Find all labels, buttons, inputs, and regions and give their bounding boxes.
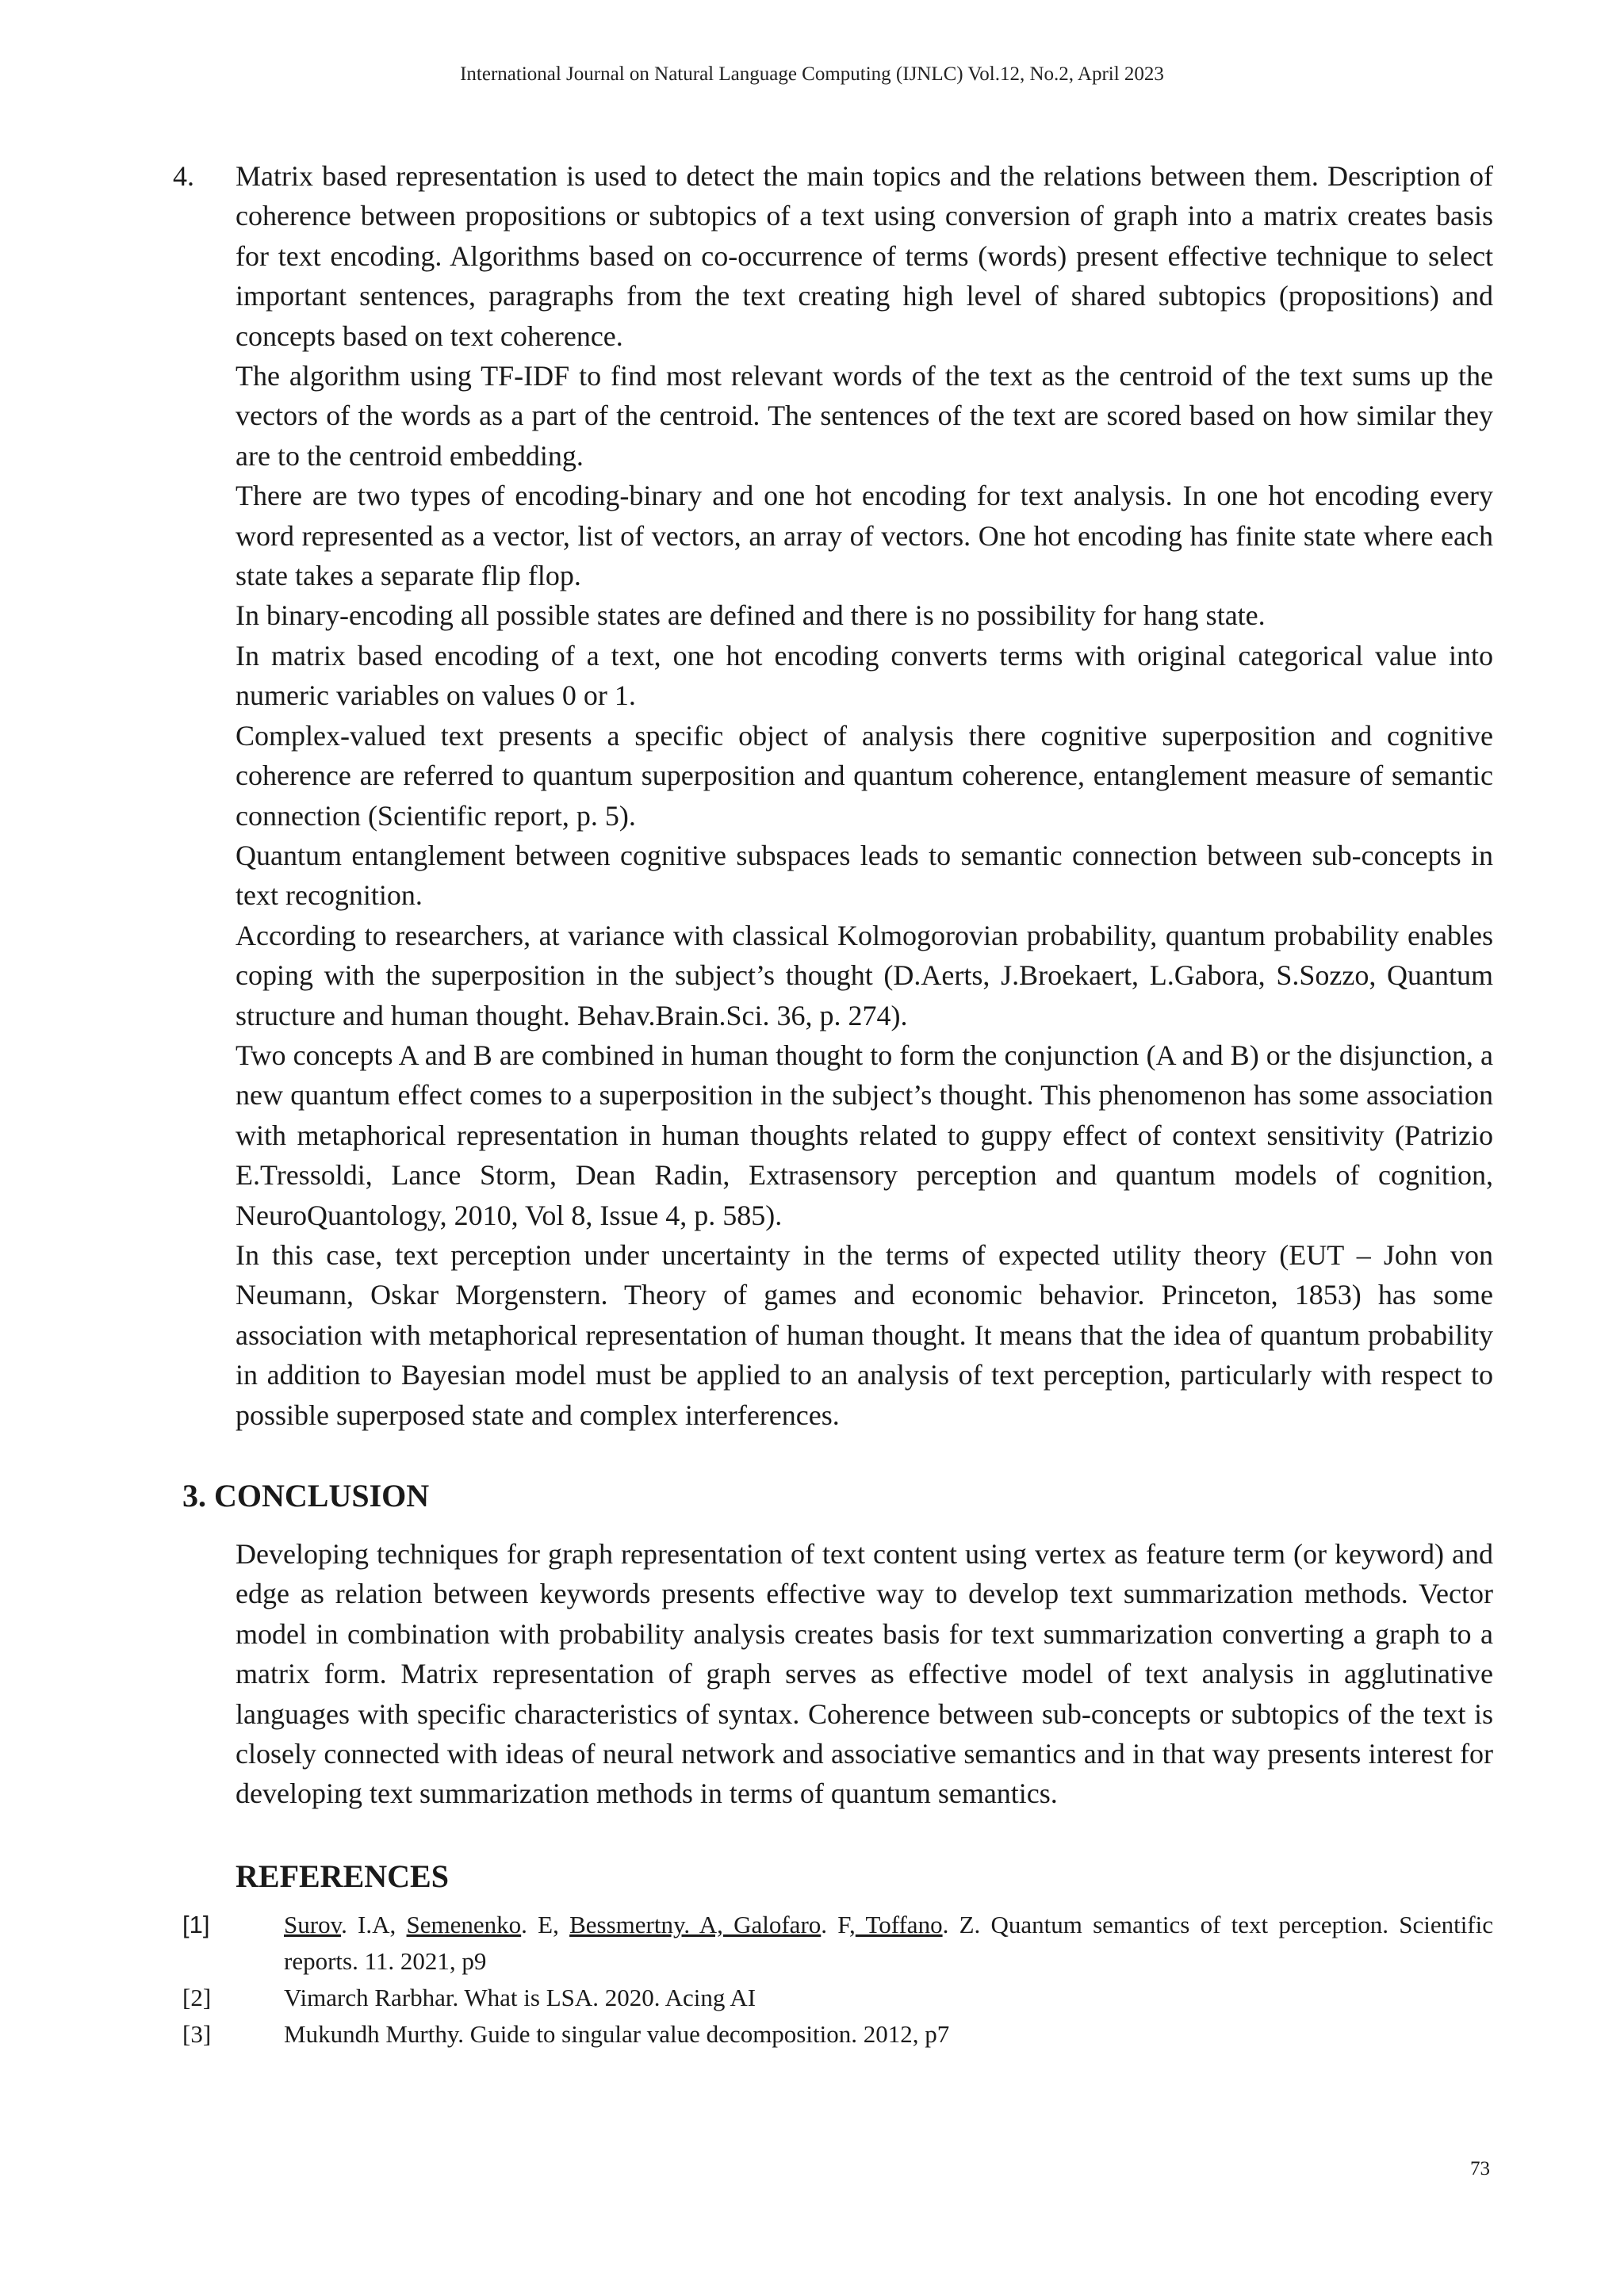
body-paragraph: Two concepts A and B are combined in human thought to form the conjunction (A and B) or the disjunction, a new quantum effect comes to a superposition in the subject’s thought. This phenomenon has some association with metaphorical representation in human thoughts related to guppy effect of context sensitivity (Patrizio E.Tressoldi, Lance Storm, Dean Radin, Extrasensory perception and quantum models of cognition, NeuroQuantology, 2010, Vol 8, Issue 4, p. 585). <box>236 1039 1493 1231</box>
section-heading-rest: ONCLUSION <box>236 1478 430 1513</box>
reference-fragment: . Z. Quantum semantics of text perception. Scientific reports. 11. 2021, p9 <box>284 1911 1493 1975</box>
list-item-number: 4. <box>173 160 194 192</box>
body-paragraph: According to researchers, at variance with classical Kolmogorovian probability, quantum probability enables coping with the superposition in the subject’s thought (D.Aerts, J.Broekaert, L.Gabora, S.Sozzo, Quantum structure and human thought. Behav.Brain.Sci. 36, p. 274). <box>236 919 1493 1031</box>
reference-number: [1] <box>182 1911 210 1938</box>
reference-text: Mukundh Murthy. Guide to singular value decomposition. 2012, p7 <box>284 2020 950 2048</box>
body-paragraph: Matrix based representation is used to detect the main topics and the relations between them. Description of coherence between propositions or subtopics of a text using conversion of graph into a matrix creates basis for text encoding. Algorithms based on co-occurrence of terms (words) present effective technique to select important sentences, paragraphs from the text creating high level of shared subtopics (propositions) and concepts based on text coherence. <box>236 160 1493 352</box>
body-paragraph: In matrix based encoding of a text, one hot encoding converts terms with original categorical value into numeric variables on values 0 or 1. <box>236 639 1493 712</box>
references-heading-rest: EFERENCES <box>258 1858 449 1894</box>
reference-item-1 <box>182 1907 1493 1980</box>
list-item-4 <box>173 156 1493 1435</box>
body-paragraph: In binary-encoding all possible states are defined and there is no possibility for hang state. <box>236 599 1266 632</box>
reference-item-3 <box>182 2016 1493 2053</box>
body-paragraph: There are two types of encoding-binary and one hot encoding for text analysis. In one hot encoding every word represented as a vector, list of vectors, an array of vectors. One hot encoding has finite state where each state takes a separate flip flop. <box>236 480 1493 592</box>
reference-item-2 <box>182 1980 1493 2016</box>
body-paragraph: In this case, text perception under uncertainty in the terms of expected utility theory (EUT – John von Neumann, Oskar Morgenstern. Theory of games and economic behavior. Princeton, 1853) has some association with metaphorical representation of human thought. It means that the idea of quantum probability in addition to Bayesian model must be applied to an analysis of text perception, particularly with respect to possible superposed state and complex interferences. <box>236 1238 1493 1431</box>
body-paragraph: Complex-valued text presents a specific object of analysis there cognitive superposition and cognitive coherence are referred to quantum superposition and quantum coherence, entanglement measure of semantic connection (Scientific report, p. 5). <box>236 719 1493 832</box>
section-heading-cap: C <box>214 1478 237 1513</box>
section-number: 3. <box>182 1478 206 1513</box>
reference-fragment: . E, <box>521 1911 570 1938</box>
references-heading-cap: R <box>236 1858 259 1894</box>
running-head: International Journal on Natural Language Computing (IJNLC) Vol.12, No.2, April 2023 <box>460 63 1164 85</box>
reference-number: [3] <box>182 2020 212 2048</box>
reference-text <box>284 1907 1493 1980</box>
reference-list <box>182 1907 1493 2053</box>
references-heading <box>236 1857 449 1896</box>
body-paragraph: The algorithm using TF-IDF to find most relevant words of the text as the centroid of the text sums up the vectors of the words as a part of the centroid. The sentences of the text are scored based on how similar they are to the centroid embedding. <box>236 360 1493 472</box>
author-link[interactable]: Toffano <box>855 1911 943 1938</box>
body-paragraph: Quantum entanglement between cognitive subspaces leads to semantic connection between sub-concepts in text recognition. <box>236 839 1493 912</box>
reference-number: [2] <box>182 1984 212 2011</box>
conclusion-paragraph: Developing techniques for graph representation of text content using vertex as feature term (or keyword) and edge as relation between keywords presents effective way to develop text summarization methods. Vector model in combination with probability analysis creates basis for text summarization converting a graph to a matrix form. Matrix representation of graph serves as effective model of text analysis in agglutinative languages with specific characteristics of syntax. Coherence between sub-concepts or subtopics of the text is closely connected with ideas of neural network and associative semantics and in that way presents interest for developing text summarization methods in terms of quantum semantics. <box>236 1538 1493 1810</box>
reference-fragment: . F, <box>821 1911 856 1938</box>
section-heading-conclusion <box>182 1476 429 1516</box>
author-link[interactable]: Semenenko <box>406 1911 522 1938</box>
page-number: 73 <box>1470 2158 1490 2179</box>
reference-text: Vimarch Rarbhar. What is LSA. 2020. Acing AI <box>284 1984 756 2011</box>
author-link[interactable]: Bessmertny. A, Galofaro <box>569 1911 822 1938</box>
author-link[interactable]: Surov <box>284 1911 342 1938</box>
reference-fragment: . I.A, <box>341 1911 407 1938</box>
